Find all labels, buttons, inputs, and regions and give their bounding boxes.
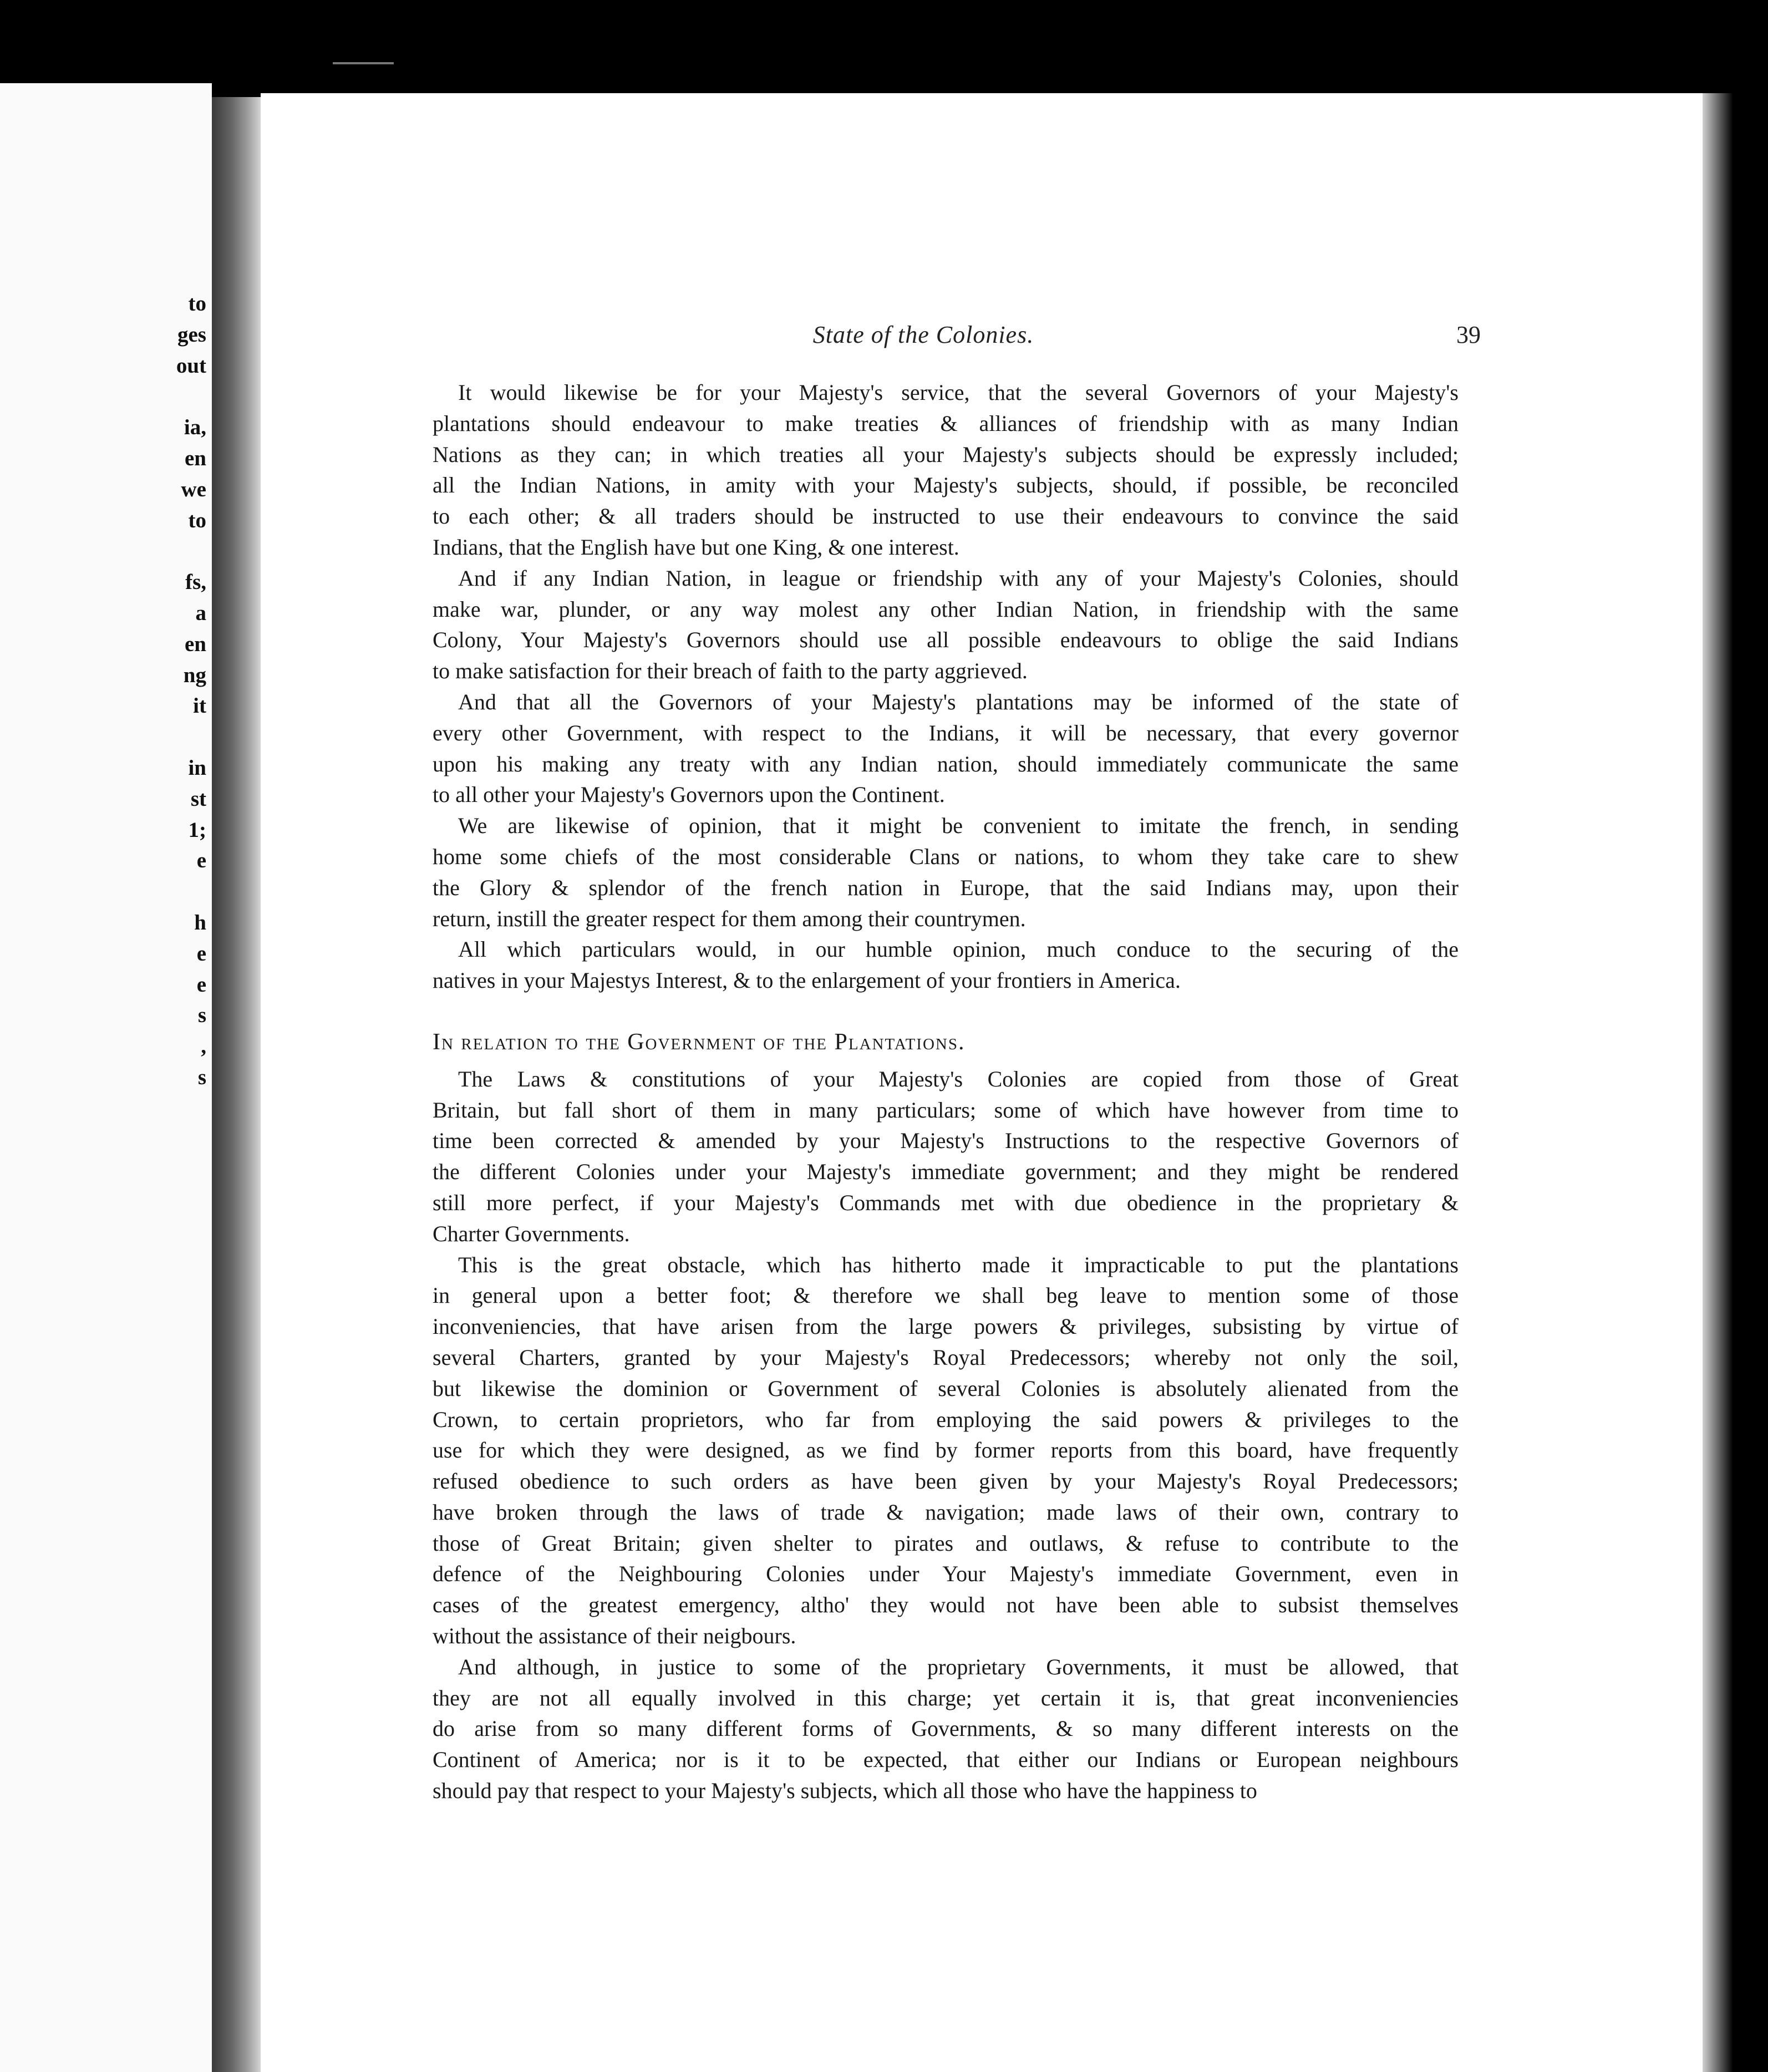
text-line: do arise from so many different forms of Governments, & so many different interests on the: [433, 1716, 1459, 1741]
text-line: Indians, that the English have but one King, & one interest.: [433, 534, 959, 560]
scan-mark: [333, 62, 394, 64]
left-page-fragment: in: [188, 756, 206, 780]
left-page-fragment: a: [195, 601, 206, 625]
text-line: those of Great Britain; given shelter to pirates and outlaws, & refuse to contribute to the: [433, 1530, 1459, 1556]
text-line: Crown, to certain proprietors, who far from employing the said powers & privileges to the: [433, 1406, 1459, 1432]
text-line: should pay that respect to your Majesty's subjects, which all those who have the happiness to: [433, 1778, 1257, 1804]
text-line: This is the great obstacle, which has hitherto made it impracticable to put the plantations: [458, 1252, 1459, 1277]
paragraph: [433, 563, 1459, 687]
text-line: without the assistance of their neigbours.: [433, 1623, 796, 1649]
left-page-fragment: 1;: [188, 817, 206, 842]
left-page-fragment: ng: [183, 663, 206, 687]
text-line: defence of the Neighbouring Colonies under Your Majesty's immediate Government, even in: [433, 1561, 1459, 1587]
paragraph: [433, 687, 1459, 810]
left-facing-page: [0, 83, 212, 2072]
text-line: every other Government, with respect to the Indians, it will be necessary, that every governor: [433, 720, 1459, 745]
right-page: [261, 93, 1703, 2072]
left-page-fragment: e: [196, 849, 206, 873]
paragraph: [433, 377, 1459, 563]
text-line: return, instill the greater respect for them among their countrymen.: [433, 906, 1026, 931]
text-line: The Laws & constitutions of your Majesty's Colonies are copied from those of Great: [458, 1066, 1459, 1091]
text-line: the Glory & splendor of the french nation in Europe, that the said Indians may, upon their: [433, 875, 1459, 900]
page-edge-shadow: [1703, 93, 1733, 2072]
paragraph: [433, 1250, 1459, 1652]
text-line: Continent of America; nor is it to be expected, that either our Indians or European neighbours: [433, 1747, 1459, 1773]
left-page-fragment: it: [193, 694, 206, 718]
left-page-fragment: out: [176, 353, 206, 378]
left-page-fragment: to: [188, 508, 206, 532]
text-line: Colony, Your Majesty's Governors should use all possible endeavours to oblige the said Indians: [433, 627, 1459, 653]
text-line: make war, plunder, or any way molest any other Indian Nation, in friendship with the same: [433, 596, 1459, 622]
body-text: [433, 377, 1459, 1806]
text-line: natives in your Majestys Interest, & to the enlargement of your frontiers in America.: [433, 968, 1181, 993]
left-page-fragment: e: [196, 972, 206, 997]
text-line: have broken through the laws of trade & navigation; made laws of their own, contrary to: [433, 1499, 1459, 1525]
text-line: to each other; & all traders should be instructed to use their endeavours to convince the said: [433, 504, 1459, 529]
text-line: upon his making any treaty with any Indian nation, should immediately communicate the same: [433, 751, 1459, 776]
text-line: plantations should endeavour to make treaties & alliances of friendship with as many Indian: [433, 410, 1459, 436]
text-line: And that all the Governors of your Majesty's plantations may be informed of the state of: [458, 689, 1459, 714]
text-line: several Charters, granted by your Majesty's Royal Predecessors; whereby not only the soil,: [433, 1344, 1459, 1370]
text-line: in general upon a better foot; & therefore we shall beg leave to mention some of those: [433, 1283, 1459, 1308]
section-heading: In relation to the Government of the Plantations.: [433, 1029, 966, 1055]
page-number: 39: [1456, 321, 1481, 348]
page-header: [433, 321, 1481, 354]
text-line: but likewise the dominion or Government of several Colonies is absolutely alienated from the: [433, 1375, 1459, 1401]
text-line: inconveniencies, that have arisen from the large powers & privileges, subsisting by virtue of: [433, 1314, 1459, 1339]
text-line: all the Indian Nations, in amity with your Majesty's subjects, should, if possible, be reconciled: [433, 473, 1459, 498]
text-line: they are not all equally involved in this charge; yet certain it is, that great inconveniencies: [433, 1685, 1459, 1710]
text-line: home some chiefs of the most considerable Clans or nations, to whom they take care to shew: [433, 844, 1459, 869]
left-page-fragment: ges: [177, 322, 206, 347]
text-line: refused obedience to such orders as have been given by your Majesty's Royal Predecessors;: [433, 1469, 1459, 1494]
left-page-fragment: en: [185, 632, 206, 656]
left-page-fragment: to: [188, 292, 206, 316]
text-line: the different Colonies under your Majesty's immediate government; and they might be rendered: [433, 1159, 1459, 1185]
book-gutter-shadow: [212, 97, 262, 2072]
running-title: State of the Colonies.: [812, 321, 1034, 348]
left-page-fragment: s: [197, 1003, 206, 1028]
text-line: still more perfect, if your Majesty's Commands met with due obedience in the proprietary &: [433, 1190, 1459, 1215]
text-line: Nations as they can; in which treaties all your Majesty's subjects should be expressly included;: [433, 441, 1459, 467]
paragraph: [433, 934, 1459, 996]
text-line: And although, in justice to some of the proprietary Governments, it must be allowed, that: [458, 1654, 1459, 1679]
left-page-fragment: fs,: [185, 570, 206, 595]
left-page-fragment: we: [181, 477, 206, 501]
paragraph: [433, 810, 1459, 934]
paragraph: [433, 1652, 1459, 1806]
left-page-fragment: e: [196, 941, 206, 966]
text-line: to make satisfaction for their breach of faith to the party aggrieved.: [433, 658, 1028, 684]
text-line: to all other your Majesty's Governors upon the Continent.: [433, 782, 945, 808]
left-page-fragment: st: [190, 786, 206, 811]
left-page-fragment: ,: [201, 1034, 206, 1059]
left-page-fragment: en: [185, 446, 206, 470]
left-page-fragment: h: [194, 911, 206, 935]
left-page-fragment: s: [197, 1065, 206, 1089]
text-line: All which particulars would, in our humble opinion, much conduce to the securing of the: [458, 937, 1459, 962]
text-line: It would likewise be for your Majesty's service, that the several Governors of your Majesty's: [458, 380, 1459, 405]
text-line: Britain, but fall short of them in many particulars; some of which have however from time to: [433, 1097, 1459, 1123]
text-line: We are likewise of opinion, that it might be convenient to imitate the french, in sending: [458, 813, 1459, 839]
paragraph: [433, 1064, 1459, 1250]
text-line: cases of the greatest emergency, altho' they would not have been able to subsist themselves: [433, 1592, 1459, 1618]
text-line: And if any Indian Nation, in league or friendship with any of your Majesty's Colonies, should: [458, 565, 1459, 591]
text-line: use for which they were designed, as we find by former reports from this board, have frequently: [433, 1438, 1459, 1463]
text-line: Charter Governments.: [433, 1221, 630, 1246]
left-page-fragment: ia,: [184, 415, 206, 440]
text-line: time been corrected & amended by your Majesty's Instructions to the respective Governors of: [433, 1128, 1459, 1154]
